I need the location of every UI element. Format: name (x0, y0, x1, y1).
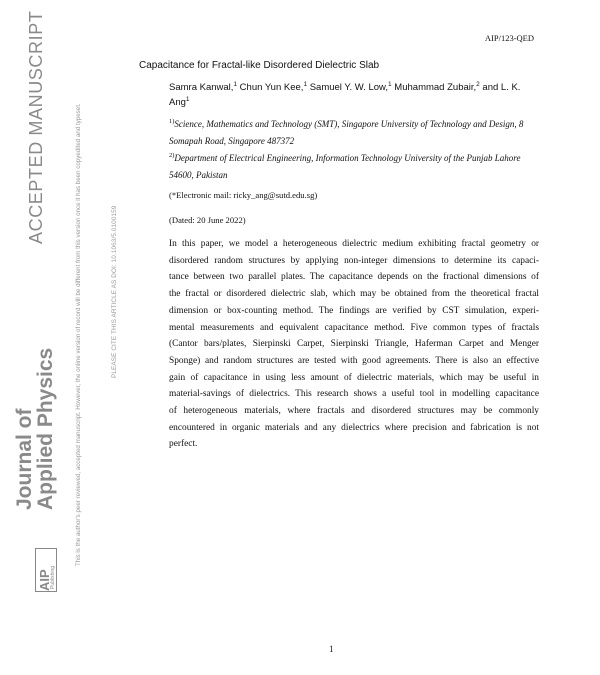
corresponding-email: (*Electronic mail: ricky_ang@sutd.edu.sg) (169, 190, 318, 200)
author-1: Samra Kanwal, (169, 82, 234, 93)
author-2-affil: 1 (303, 81, 308, 88)
affiliation-1-marker: 1) (169, 118, 175, 125)
abstract-line: dimension or box-counting method. The findings are verified by CST simulation, experi- (169, 305, 539, 316)
affiliation-2-marker: 2) (169, 152, 175, 159)
abstract-line: the fractal or disordered dielectric slab, which may be obtained from the theoretical fractal (169, 289, 539, 300)
author-5: and L. K. Ang (169, 82, 521, 108)
abstract-line: tance between two parallel plates. The capacitance depends on the fractional dimensions of (169, 272, 539, 283)
author-3: Samuel Y. W. Low, (307, 82, 389, 93)
author-1-affil: 1 (233, 81, 238, 88)
author-3-affil: 1 (388, 81, 392, 88)
abstract (169, 236, 539, 453)
author-4: Muhammad Zubair, (391, 82, 477, 93)
header-reference: AIP/123-QED (484, 33, 534, 43)
accepted-manuscript-label: ACCEPTED MANUSCRIPT (26, 10, 46, 244)
author-list (169, 80, 539, 110)
journal-name-line1: Journal of (13, 408, 36, 510)
paper-title: Capacitance for Fractal-like Disordered Dielectric Slab (139, 60, 380, 71)
abstract-line: mental measurements and equivalent capacitance method. Five common types of fractals (169, 322, 539, 333)
affiliation-1-text: Science, Mathematics and Technology (SMT), Singapore University of Technology and Design, 8 Somapah Road, Singapore 487372 (169, 119, 524, 146)
cite-doi-notice: PLEASE CITE THIS ARTICLE AS DOI: 10.1063/5.0100159 (111, 205, 118, 378)
affiliation-2-text: Department of Electrical Engineering, Information Technology University of the Punjab Lahore 54600, Pakistan (169, 153, 521, 180)
page-number: 1 (329, 644, 334, 654)
author-4-affil: 2 (476, 81, 480, 88)
abstract-line: Sponge) and random structures are tested with good agreements. There is also an effective (169, 355, 539, 366)
abstract-line: material-savings of dielectrics. This research shows a useful tool in modelling capacitance (169, 389, 539, 400)
affiliation-1 (169, 116, 539, 150)
abstract-line: (Cantor bars/plates, Sierpinski Carpet, Sierpinski Triangle, Haferman Carpet and Menger (169, 339, 539, 350)
affiliation-2 (169, 150, 539, 184)
abstract-line: of heterogeneous materials, where fractals and disordered structures may be commonly (169, 406, 539, 417)
abstract-line: In this paper, we model a heterogeneous dielectric medium exhibiting fractal geometry or (169, 239, 539, 249)
abstract-line: gain of capacitance in using less amount of dielectric materials, which may be useful in (169, 372, 539, 383)
journal-name (14, 348, 56, 510)
author-2: Chun Yun Kee, (237, 82, 304, 93)
date-line: (Dated: 20 June 2022) (169, 215, 246, 225)
logo-aip-text: AIP (37, 569, 52, 591)
logo-publishing-text: Publishing (50, 565, 56, 589)
manuscript-disclaimer: This is the author's peer reviewed, accepted manuscript. However, the online version of record will be different from this version once it has been copyedited and typeset. (75, 103, 82, 566)
abstract-line: encountered in organic materials and any dielectrics where precision and fabrication is not (169, 422, 539, 433)
aip-publishing-logo (35, 548, 57, 592)
journal-name-line2: Applied Physics (34, 347, 57, 510)
author-5-affil: 1 (185, 96, 190, 103)
abstract-line: perfect. (169, 439, 198, 450)
abstract-line: disordered random structures by applying non-integer dimensions to determine its capaci- (169, 255, 539, 266)
